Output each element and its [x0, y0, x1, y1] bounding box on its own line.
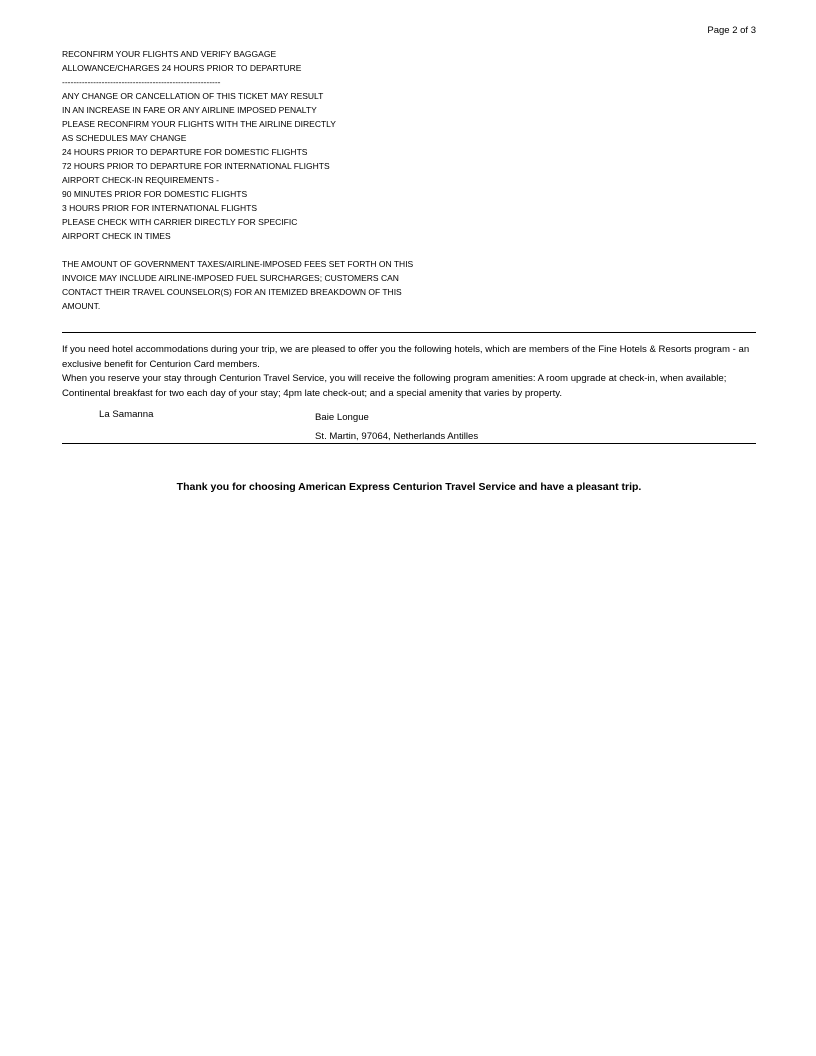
tax-notice-line: INVOICE MAY INCLUDE AIRLINE-IMPOSED FUEL SURCHARGES; CUSTOMERS CAN	[62, 273, 399, 283]
remark-line: RECONFIRM YOUR FLIGHTS AND VERIFY BAGGAGE	[62, 49, 277, 59]
page-number: Page 2 of 3	[707, 25, 756, 36]
section-divider-top	[62, 332, 756, 333]
closing-message: Thank you for choosing American Express Centurion Travel Service and have a pleasant trip.	[176, 481, 642, 493]
hotel-address-line1: Baie Longue	[315, 412, 369, 423]
remark-spacer	[62, 243, 522, 257]
hotel-offer-text: If you need hotel accommodations during your trip, we are pleased to offer you the following hotels, which are members of the Fine Hotels & Resorts program - an exclusive benefit for Centurion Card members.	[62, 344, 750, 370]
tax-notice-line: THE AMOUNT OF GOVERNMENT TAXES/AIRLINE-IMPOSED FEES SET FORTH ON THIS	[62, 259, 414, 269]
remark-line: 90 MINUTES PRIOR FOR DOMESTIC FLIGHTS	[62, 189, 248, 199]
hotel-amenities-text: When you reserve your stay through Centurion Travel Service, you will receive the following program amenities: A room upgrade at check-in, when available; Continental breakfast for two each day of your stay; 4pm late check-out; and a special amenity that varies by property.	[62, 373, 727, 399]
hotel-address	[315, 408, 478, 446]
tax-notice-line: AMOUNT.	[62, 301, 101, 311]
hotel-name: La Samanna	[99, 409, 154, 420]
tax-notice-line: CONTACT THEIR TRAVEL COUNSELOR(S) FOR AN ITEMIZED BREAKDOWN OF THIS	[62, 287, 402, 297]
remark-line: ANY CHANGE OR CANCELLATION OF THIS TICKET MAY RESULT	[62, 91, 324, 101]
hotel-listing	[62, 408, 756, 442]
hotel-offer-intro	[62, 343, 756, 401]
remark-line: AIRPORT CHECK-IN REQUIREMENTS -	[62, 175, 219, 185]
ticket-remarks	[62, 47, 522, 313]
remark-separator: --------------------------------------------------------	[62, 77, 221, 87]
remark-line: 3 HOURS PRIOR FOR INTERNATIONAL FLIGHTS	[62, 203, 258, 213]
remark-line: PLEASE CHECK WITH CARRIER DIRECTLY FOR SPECIFIC	[62, 217, 298, 227]
remark-line: AIRPORT CHECK IN TIMES	[62, 231, 171, 241]
remark-line: ALLOWANCE/CHARGES 24 HOURS PRIOR TO DEPARTURE	[62, 63, 302, 73]
remark-line: AS SCHEDULES MAY CHANGE	[62, 133, 187, 143]
remark-line: 72 HOURS PRIOR TO DEPARTURE FOR INTERNATIONAL FLIGHTS	[62, 161, 330, 171]
hotel-address-line2: St. Martin, 97064, Netherlands Antilles	[315, 431, 479, 442]
remark-line: 24 HOURS PRIOR TO DEPARTURE FOR DOMESTIC FLIGHTS	[62, 147, 308, 157]
section-divider-bottom	[62, 443, 756, 444]
remark-line: IN AN INCREASE IN FARE OR ANY AIRLINE IMPOSED PENALTY	[62, 105, 317, 115]
remark-line: PLEASE RECONFIRM YOUR FLIGHTS WITH THE AIRLINE DIRECTLY	[62, 119, 336, 129]
